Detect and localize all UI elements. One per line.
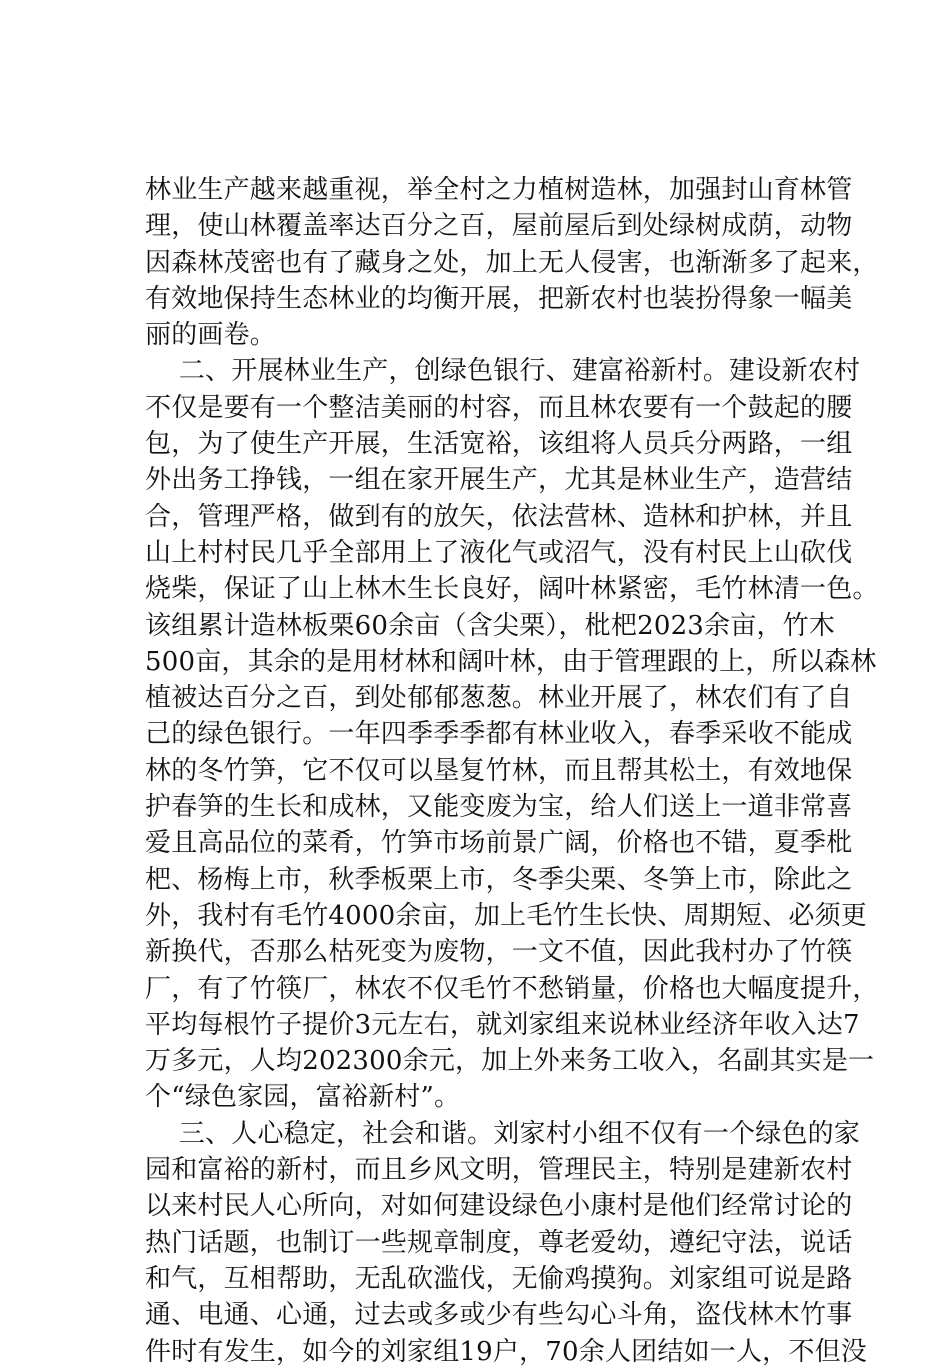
text-line: 二、开展林业生产，创绿色银行、建富裕新村。建设新农村 <box>145 356 861 387</box>
text-line: 因森林茂密也有了藏身之处，加上无人侵害，也渐渐多了起来， <box>145 247 879 278</box>
body-text <box>145 172 879 1370</box>
text-line: 以来村民人心所向，对如何建设绿色小康村是他们经常讨论的 <box>145 1191 853 1222</box>
text-line: 山上村村民几乎全部用上了液化气或沼气，没有村民上山砍伐 <box>145 537 853 568</box>
text-line: 热门话题，也制订一些规章制度，尊老爱幼，遵纪守法，说话 <box>145 1227 853 1258</box>
text-line: 不仅是要有一个整洁美丽的村容，而且林农要有一个鼓起的腰 <box>145 392 853 423</box>
text-line: 和气，互相帮助，无乱砍滥伐，无偷鸡摸狗。刘家组可说是路 <box>145 1263 853 1294</box>
text-line: 厂，有了竹筷厂，林农不仅毛竹不愁销量，价格也大幅度提升， <box>145 973 879 1004</box>
text-line: 林业生产越来越重视，举全村之力植树造林，加强封山育林管 <box>145 175 853 205</box>
text-line: 有效地保持生态林业的均衡开展，把新农村也装扮得象一幅美 <box>145 283 853 314</box>
text-line: 三、人心稳定，社会和谐。刘家村小组不仅有一个绿色的家 <box>145 1118 861 1149</box>
text-line: 爱且高品位的菜肴，竹笋市场前景广阔，价格也不错，夏季枇 <box>145 828 853 859</box>
text-line: 植被达百分之百，到处郁郁葱葱。林业开展了，林农们有了自 <box>145 683 853 714</box>
text-line: 通、电通、心通，过去或多或少有些勾心斗角，盗伐林木竹事 <box>145 1300 853 1331</box>
text-line: 个“绿色家园，富裕新村”。 <box>145 1082 461 1113</box>
text-line: 包，为了使生产开展，生活宽裕，该组将人员兵分两路，一组 <box>145 429 853 460</box>
text-line: 该组累计造林板栗60余亩（含尖栗），枇杷2023余亩，竹木 <box>145 610 836 641</box>
text-line: 护春笋的生长和成林，又能变废为宝，给人们送上一道非常喜 <box>145 792 853 823</box>
text-line: 件时有发生，如今的刘家组19户，70余人团结如一人，不但没 <box>145 1336 867 1367</box>
text-line: 己的绿色银行。一年四季季季都有林业收入，春季采收不能成 <box>145 719 853 750</box>
text-line: 理，使山林覆盖率达百分之百，屋前屋后到处绿树成荫，动物 <box>145 211 853 242</box>
text-line: 丽的画卷。 <box>145 320 277 351</box>
text-line: 园和富裕的新村，而且乡风文明，管理民主，特别是建新农村 <box>145 1155 853 1186</box>
text-line: 林的冬竹笋，它不仅可以垦复竹林，而且帮其松土，有效地保 <box>145 755 853 786</box>
text-line: 杷、杨梅上市，秋季板栗上市，冬季尖栗、冬笋上市，除此之 <box>145 864 853 895</box>
text-line: 平均每根竹子提价3元左右，就刘家组来说林业经济年收入达7 <box>145 1009 860 1040</box>
text-line: 500亩，其余的是用材林和阔叶林，由于管理跟的上，所以森林 <box>145 646 877 677</box>
text-line: 外，我村有毛竹4000余亩，加上毛竹生长快、周期短、必须更 <box>145 900 867 931</box>
text-line: 外出务工挣钱，一组在家开展生产，尤其是林业生产，造营结 <box>145 465 853 496</box>
text-line: 新换代，否那么枯死变为废物，一文不值，因此我村办了竹筷 <box>145 937 853 968</box>
text-line: 万多元，人均202300余元，加上外来务工收入，名副其实是一 <box>145 1046 875 1077</box>
text-line: 合，管理严格，做到有的放矢，依法营林、造林和护林，并且 <box>145 501 853 532</box>
text-line: 烧柴，保证了山上林木生长良好，阔叶林紧密，毛竹林清一色。 <box>145 574 879 605</box>
